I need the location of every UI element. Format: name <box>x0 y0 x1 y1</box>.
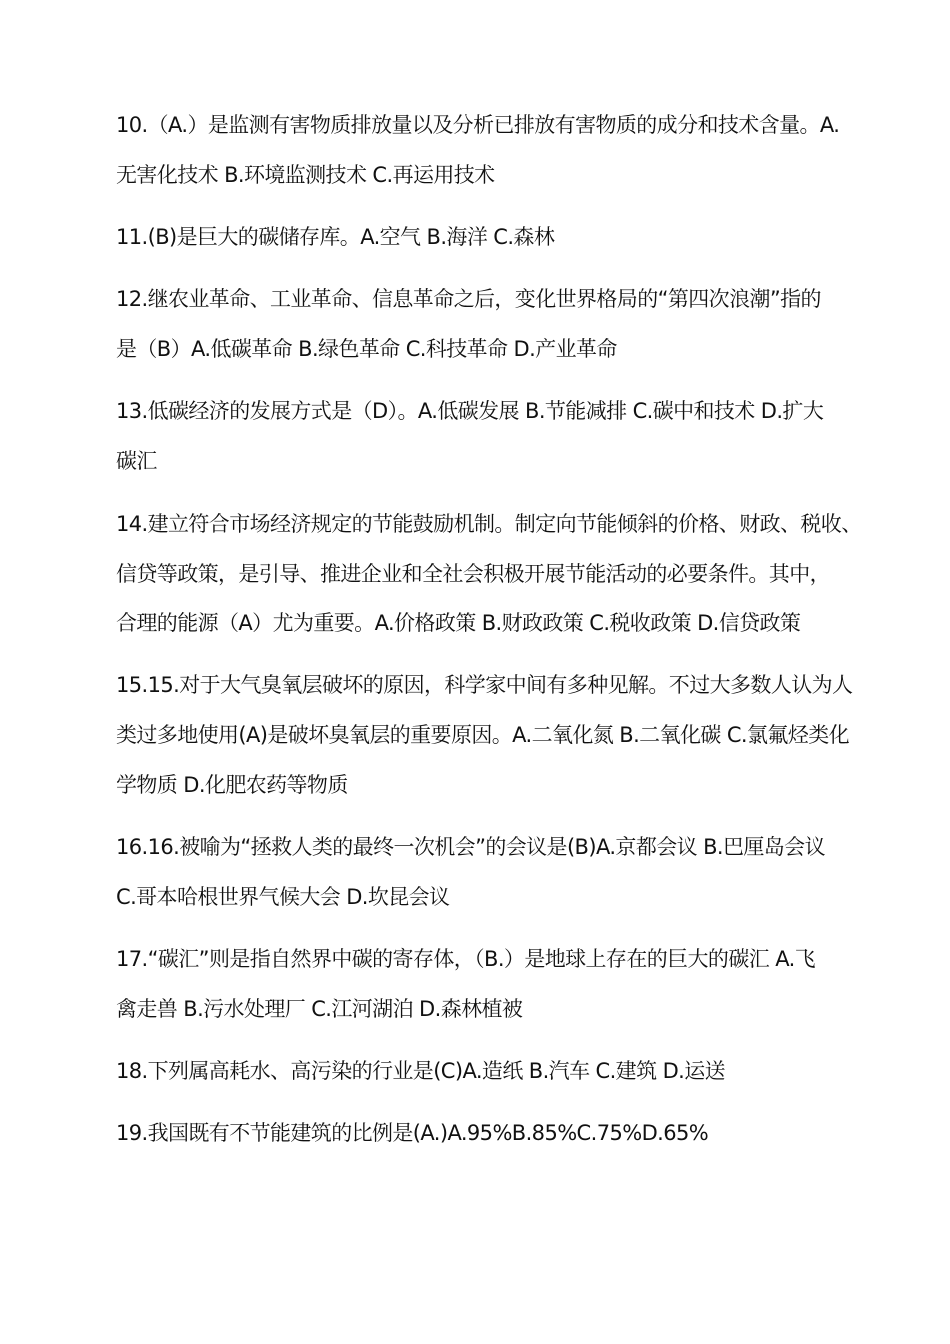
question-14-line-1: 14.建立符合市场经济规定的节能鼓励机制。制定向节能倾斜的价格、财政、税收、 <box>116 512 862 536</box>
question-15-line-2: 类过多地使用(A)是破坏臭氧层的重要原因。A.二氧化氮 B.二氧化碳 C.氯氟烃类化 <box>116 723 849 747</box>
question-12-line-1: 12.继农业革命、工业革命、信息革命之后，变化世界格局的“第四次浪潮”指的 <box>116 287 821 311</box>
question-17-line-1: 17.“碳汇”则是指自然界中碳的寄存体，（B.）是地球上存在的巨大的碳汇 A.飞 <box>116 947 816 971</box>
question-14-line-2: 信贷等政策，是引导、推进企业和全社会积极开展节能活动的必要条件。其中， <box>116 562 830 586</box>
question-12-line-2: 是（B）A.低碳革命 B.绿色革命 C.科技革命 D.产业革命 <box>116 337 617 361</box>
question-16-line-1: 16.16.被喻为“拯救人类的最终一次机会”的会议是(B)A.京都会议 B.巴厘岛会议 <box>116 835 825 859</box>
question-19-line-1: 19.我国既有不节能建筑的比例是(A.)A.95%B.85%C.75%D.65% <box>116 1121 709 1145</box>
question-15-line-3: 学物质 D.化肥农药等物质 <box>116 773 348 797</box>
question-18-line-1: 18.下列属高耗水、高污染的行业是(C)A.造纸 B.汽车 C.建筑 D.运送 <box>116 1059 726 1083</box>
question-14-line-3: 合理的能源（A）尤为重要。A.价格政策 B.财政政策 C.税收政策 D.信贷政策 <box>116 611 801 635</box>
question-16-line-2: C.哥本哈根世界气候大会 D.坎昆会议 <box>116 885 450 909</box>
question-10-line-1: 10.（A.）是监测有害物质排放量以及分析已排放有害物质的成分和技术含量。A. <box>116 113 840 137</box>
question-17-line-2: 禽走兽 B.污水处理厂 C.江河湖泊 D.森林植被 <box>116 997 523 1021</box>
question-15-line-1: 15.15.对于大气臭氧层破坏的原因，科学家中间有多种见解。不过大多数人认为人 <box>116 673 853 697</box>
question-13-line-2: 碳汇 <box>116 449 157 473</box>
question-13-line-1: 13.低碳经济的发展方式是（D）。A.低碳发展 B.节能减排 C.碳中和技术 D.扩大 <box>116 399 824 423</box>
question-10-line-2: 无害化技术 B.环境监测技术 C.再运用技术 <box>116 163 495 187</box>
question-11-line-1: 11.(B)是巨大的碳储存库。A.空气 B.海洋 C.森林 <box>116 225 555 249</box>
